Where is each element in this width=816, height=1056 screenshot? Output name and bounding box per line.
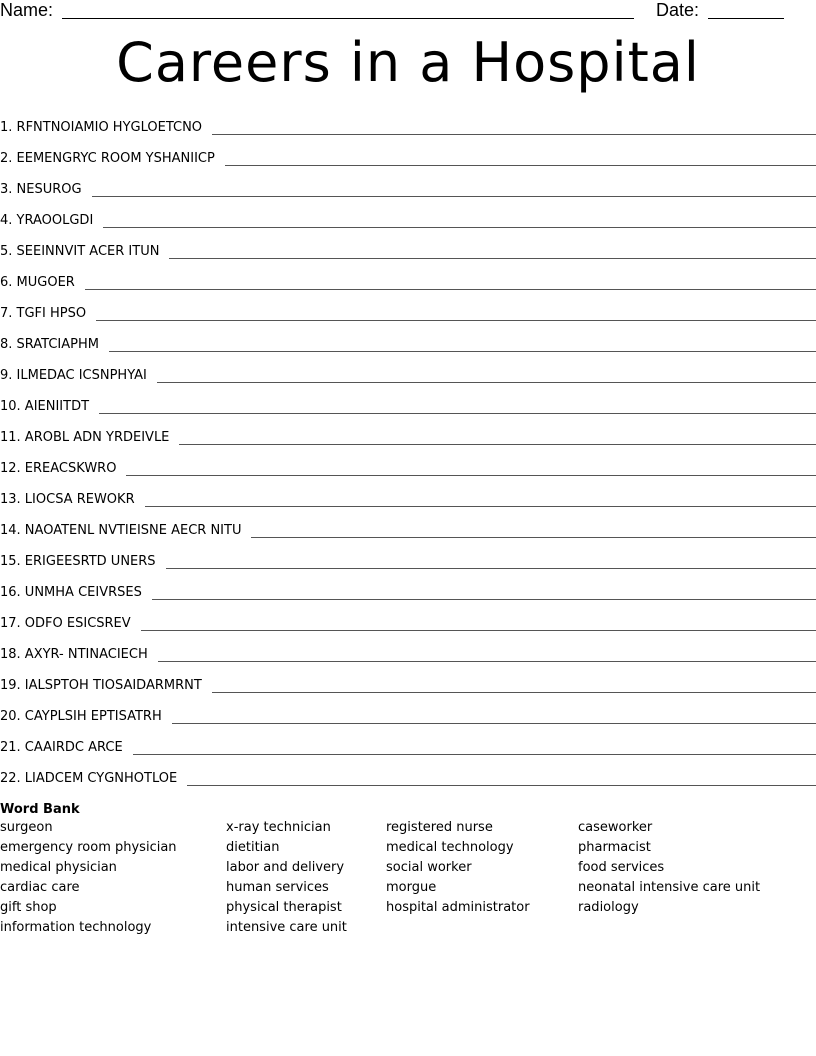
page-title: Careers in a Hospital <box>116 31 700 94</box>
question-row <box>0 298 816 329</box>
answer-line[interactable] <box>212 134 816 135</box>
word-bank-item: cardiac care <box>0 880 80 895</box>
answer-line[interactable] <box>251 537 816 538</box>
question-row <box>0 329 816 360</box>
answer-line[interactable] <box>172 723 816 724</box>
question-text: 9. ILMEDAC ICSNPHYAI <box>0 368 147 383</box>
word-bank-item: radiology <box>578 900 639 915</box>
question-text: 1. RFNTNOIAMIO HYGLOETCNO <box>0 120 203 135</box>
question-text: 17. ODFO ESICSREV <box>0 616 131 631</box>
word-bank-column <box>0 818 177 938</box>
word-bank-item: dietitian <box>226 840 280 855</box>
question-text: 7. TGFI HPSO <box>0 306 87 321</box>
word-bank-item: medical physician <box>0 860 117 875</box>
question-text: 11. AROBL ADN YRDEIVLE <box>0 430 170 445</box>
answer-line[interactable] <box>96 320 816 321</box>
word-bank-item: information technology <box>0 920 152 935</box>
question-text: 10. AIENIITDT <box>0 399 90 414</box>
word-bank-column <box>578 818 760 918</box>
word-bank-columns <box>0 818 816 958</box>
question-row <box>0 391 816 422</box>
question-text: 20. CAYPLSIH EPTISATRH <box>0 709 162 724</box>
question-text: 22. LIADCEM CYGNHOTLOE <box>0 771 178 786</box>
answer-line[interactable] <box>152 599 816 600</box>
answer-line[interactable] <box>225 165 816 166</box>
answer-line[interactable] <box>187 785 816 786</box>
answer-line[interactable] <box>145 506 816 507</box>
name-field-line[interactable] <box>62 18 634 19</box>
word-bank-title: Word Bank <box>0 802 80 817</box>
answer-line[interactable] <box>212 692 816 693</box>
word-bank-item: registered nurse <box>386 820 493 835</box>
answer-line[interactable] <box>103 227 816 228</box>
question-text: 18. AXYR- NTINACIECH <box>0 647 148 662</box>
question-text: 8. SRATCIAPHM <box>0 337 99 352</box>
question-row <box>0 763 816 794</box>
question-text: 3. NESUROG <box>0 182 82 197</box>
answer-line[interactable] <box>126 475 816 476</box>
question-row <box>0 515 816 546</box>
word-bank-item: medical technology <box>386 840 514 855</box>
word-bank-item: pharmacist <box>578 840 651 855</box>
word-bank-item: social worker <box>386 860 472 875</box>
word-bank-item: surgeon <box>0 820 53 835</box>
header <box>0 0 816 24</box>
word-bank-item: labor and delivery <box>226 860 345 875</box>
question-row <box>0 143 816 174</box>
answer-line[interactable] <box>92 196 816 197</box>
word-bank-item: emergency room physician <box>0 840 177 855</box>
date-field-line[interactable] <box>708 18 784 19</box>
question-row <box>0 236 816 267</box>
word-bank-item: neonatal intensive care unit <box>578 880 761 895</box>
answer-line[interactable] <box>133 754 816 755</box>
word-bank-item: x-ray technician <box>226 820 331 835</box>
word-bank-item: intensive care unit <box>226 920 347 935</box>
question-row <box>0 577 816 608</box>
question-text: 2. EEMENGRYC ROOM YSHANIICP <box>0 151 215 166</box>
question-text: 19. IALSPTOH TIOSAIDARMRNT <box>0 678 202 693</box>
question-text: 12. EREACSKWRO <box>0 461 117 476</box>
question-row <box>0 360 816 391</box>
answer-line[interactable] <box>109 351 816 352</box>
answer-line[interactable] <box>166 568 816 569</box>
word-bank-item: hospital administrator <box>386 900 530 915</box>
word-bank-item: human services <box>226 880 329 895</box>
word-bank-item: physical therapist <box>226 900 342 915</box>
question-text: 15. ERIGEESRTD UNERS <box>0 554 156 569</box>
word-bank-column <box>226 818 347 938</box>
question-text: 4. YRAOOLGDI <box>0 213 94 228</box>
question-text: 5. SEEINNVIT ACER ITUN <box>0 244 160 259</box>
question-row <box>0 453 816 484</box>
word-bank <box>0 802 816 958</box>
answer-line[interactable] <box>179 444 816 445</box>
question-row <box>0 112 816 143</box>
question-row <box>0 732 816 763</box>
question-text: 6. MUGOER <box>0 275 75 290</box>
question-list <box>0 112 816 794</box>
question-row <box>0 546 816 577</box>
question-row <box>0 267 816 298</box>
word-bank-item: food services <box>578 860 665 875</box>
question-text: 21. CAAIRDC ARCE <box>0 740 123 755</box>
answer-line[interactable] <box>99 413 816 414</box>
question-row <box>0 205 816 236</box>
question-row <box>0 639 816 670</box>
word-bank-item: caseworker <box>578 820 653 835</box>
answer-line[interactable] <box>169 258 816 259</box>
answer-line[interactable] <box>157 382 816 383</box>
question-row <box>0 174 816 205</box>
question-row <box>0 670 816 701</box>
answer-line[interactable] <box>158 661 816 662</box>
question-text: 16. UNMHA CEIVRSES <box>0 585 142 600</box>
question-row <box>0 484 816 515</box>
question-text: 14. NAOATENL NVTIEISNE AECR NITU <box>0 523 242 538</box>
name-label: Name: <box>0 0 54 20</box>
question-row <box>0 701 816 732</box>
question-row <box>0 422 816 453</box>
date-label: Date: <box>656 0 700 20</box>
question-row <box>0 608 816 639</box>
word-bank-column <box>386 818 530 918</box>
answer-line[interactable] <box>141 630 816 631</box>
word-bank-item: gift shop <box>0 900 57 915</box>
answer-line[interactable] <box>85 289 816 290</box>
question-text: 13. LIOCSA REWOKR <box>0 492 135 507</box>
word-bank-item: morgue <box>386 880 437 895</box>
